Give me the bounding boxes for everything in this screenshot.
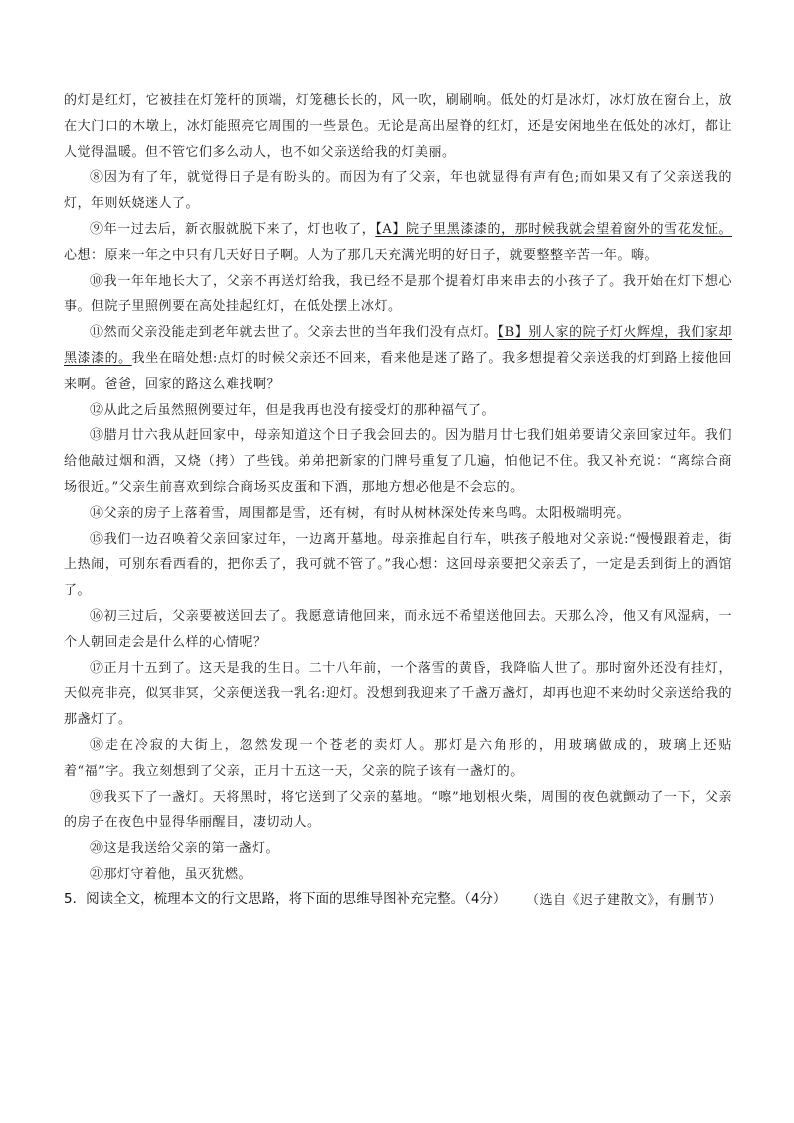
paragraph-9 [64, 217, 732, 269]
paragraph-7-continued: 的灯是红灯，它被挂在灯笼杆的顶端，灯笼穗长长的，风一吹，刷刷响。低处的灯是冰灯，冰灯放在窗台上，放在大门口的木墩上，冰灯能照亮它周围的一些景色。无论是高出屋脊的红灯，还是安闲地坐在低处的冰灯，都让人觉得温暖。但不管它们多么动人，也不如父亲送给我的灯美丽。 [64, 93, 732, 160]
paragraph-14: ⑭父亲的房子上落着雪，周围都是雪，还有树，有时从树林深处传来鸟鸣。太阳极端明亮。 [90, 505, 631, 521]
paragraph-16: ⑯初三过后，父亲要被送回去了。我愿意请他回来，而永远不希望送他回去。天那么冷，他又有风湿病，一个人朝回走会是什么样的心情呢？ [64, 608, 732, 650]
paragraph-21: ㉑那灯守着他，虽灭犹燃。 [90, 866, 253, 882]
paragraph-13: ⑬腊月廿六我从赶回家中，母亲知道这个日子我会回去的。因为腊月廿七我们姐弟要请父亲回家过年。我们给他敲过烟和酒，又烧（拷）了些钱。弟弟把新家的门牌号重复了几遍，怕他记不住。我又补充说：“离综合商场很近。”父亲生前喜欢到综合商场买皮蛋和下酒，那地方想必他是不会忘的。 [64, 428, 732, 495]
underlined-sentence-b: 【B】别人家的院子灯火辉煌，我们家却黑漆漆的。 [64, 325, 732, 366]
paragraph-15: ⑮我们一边召唤着父亲回家过年，一边离开墓地。母亲推起自行车，哄孩子般地对父亲说:“慢慢跟着走，街上热闹，可别东看西看的，把你丢了，我可就不管了。”我心想：这回母亲要把父亲丢了，一定是丢到街上的酒馆了。 [64, 531, 732, 599]
paragraph-9-after: 心想：原来一年之中只有几天好日子啊。人为了那几天充满光明的好日子，就要整整辛苦一年。嗨。 [64, 247, 659, 263]
paragraph-9-before: ⑨年一过去后，新衣服就脱下来了，灯也收了， [90, 221, 376, 237]
paragraph-17: ⑰正月十五到了。这天是我的生日。二十八年前，一个落雪的黄昏，我降临人世了。那时窗外还没有挂灯，天似亮非亮，似冥非冥，父亲便送我一乳名:迎灯。没想到我迎来了千盏万盏灯，却再也迎不来幼时父亲送给我的那盏灯了。 [64, 660, 732, 728]
underlined-sentence-a: 【A】院子里黑漆漆的，那时候我就会望着窗外的雪花发怔。 [375, 221, 732, 237]
paragraph-12: ⑫从此之后虽然照例要过年，但是我再也没有接受灯的那种福气了。 [90, 402, 496, 418]
paragraph-11-before: ⑪然而父亲没能走到老年就去世了。父亲去世的当年我们没有点灯。 [90, 325, 498, 341]
paragraph-11-after: 我坐在暗处想:点灯的时候父亲还不回来，看来他是迷了路了。我多想提着父亲送我的灯到路上接他回来啊。爸爸，回家的路这么难找啊？ [64, 350, 732, 392]
paragraph-10: ⑩我一年年地长大了，父亲不再送灯给我，我已经不是那个提着灯串来串去的小孩子了。我开始在灯下想心事。但院子里照例要在高处挂起红灯，在低处摆上冰灯。 [64, 273, 732, 315]
essay-body [64, 88, 732, 914]
paragraph-20: ⑳这是我送给父亲的第一盏灯。 [90, 841, 280, 857]
paragraph-8: ⑧因为有了年，就觉得日子是有盼头的。而因为有了父亲，年也就显得有声有色;而如果又有了父亲送我的灯，年则妖娆迷人了。 [64, 170, 732, 212]
paragraph-18: ⑱走在冷寂的大街上，忽然发现一个苍老的卖灯人。那灯是六角形的，用玻璃做成的，玻璃上还贴着“福”字。我立刻想到了父亲，正月十五这一天，父亲的院子该有一盏灯的。 [64, 737, 732, 779]
source-citation: （选自《迟子建散文》，有删节） [525, 892, 722, 908]
paragraph-19: ⑲我买下了一盏灯。天将黑时，将它送到了父亲的墓地。“嚓”地划根火柴，周围的夜色就颤动了一下，父亲的房子在夜色中显得华丽醒目，凄切动人。 [64, 789, 732, 831]
question-5: 5．阅读全文，梳理本文的行文思路，将下面的思维导图补充完整。（4分） [64, 891, 507, 907]
paragraph-11 [64, 320, 732, 397]
